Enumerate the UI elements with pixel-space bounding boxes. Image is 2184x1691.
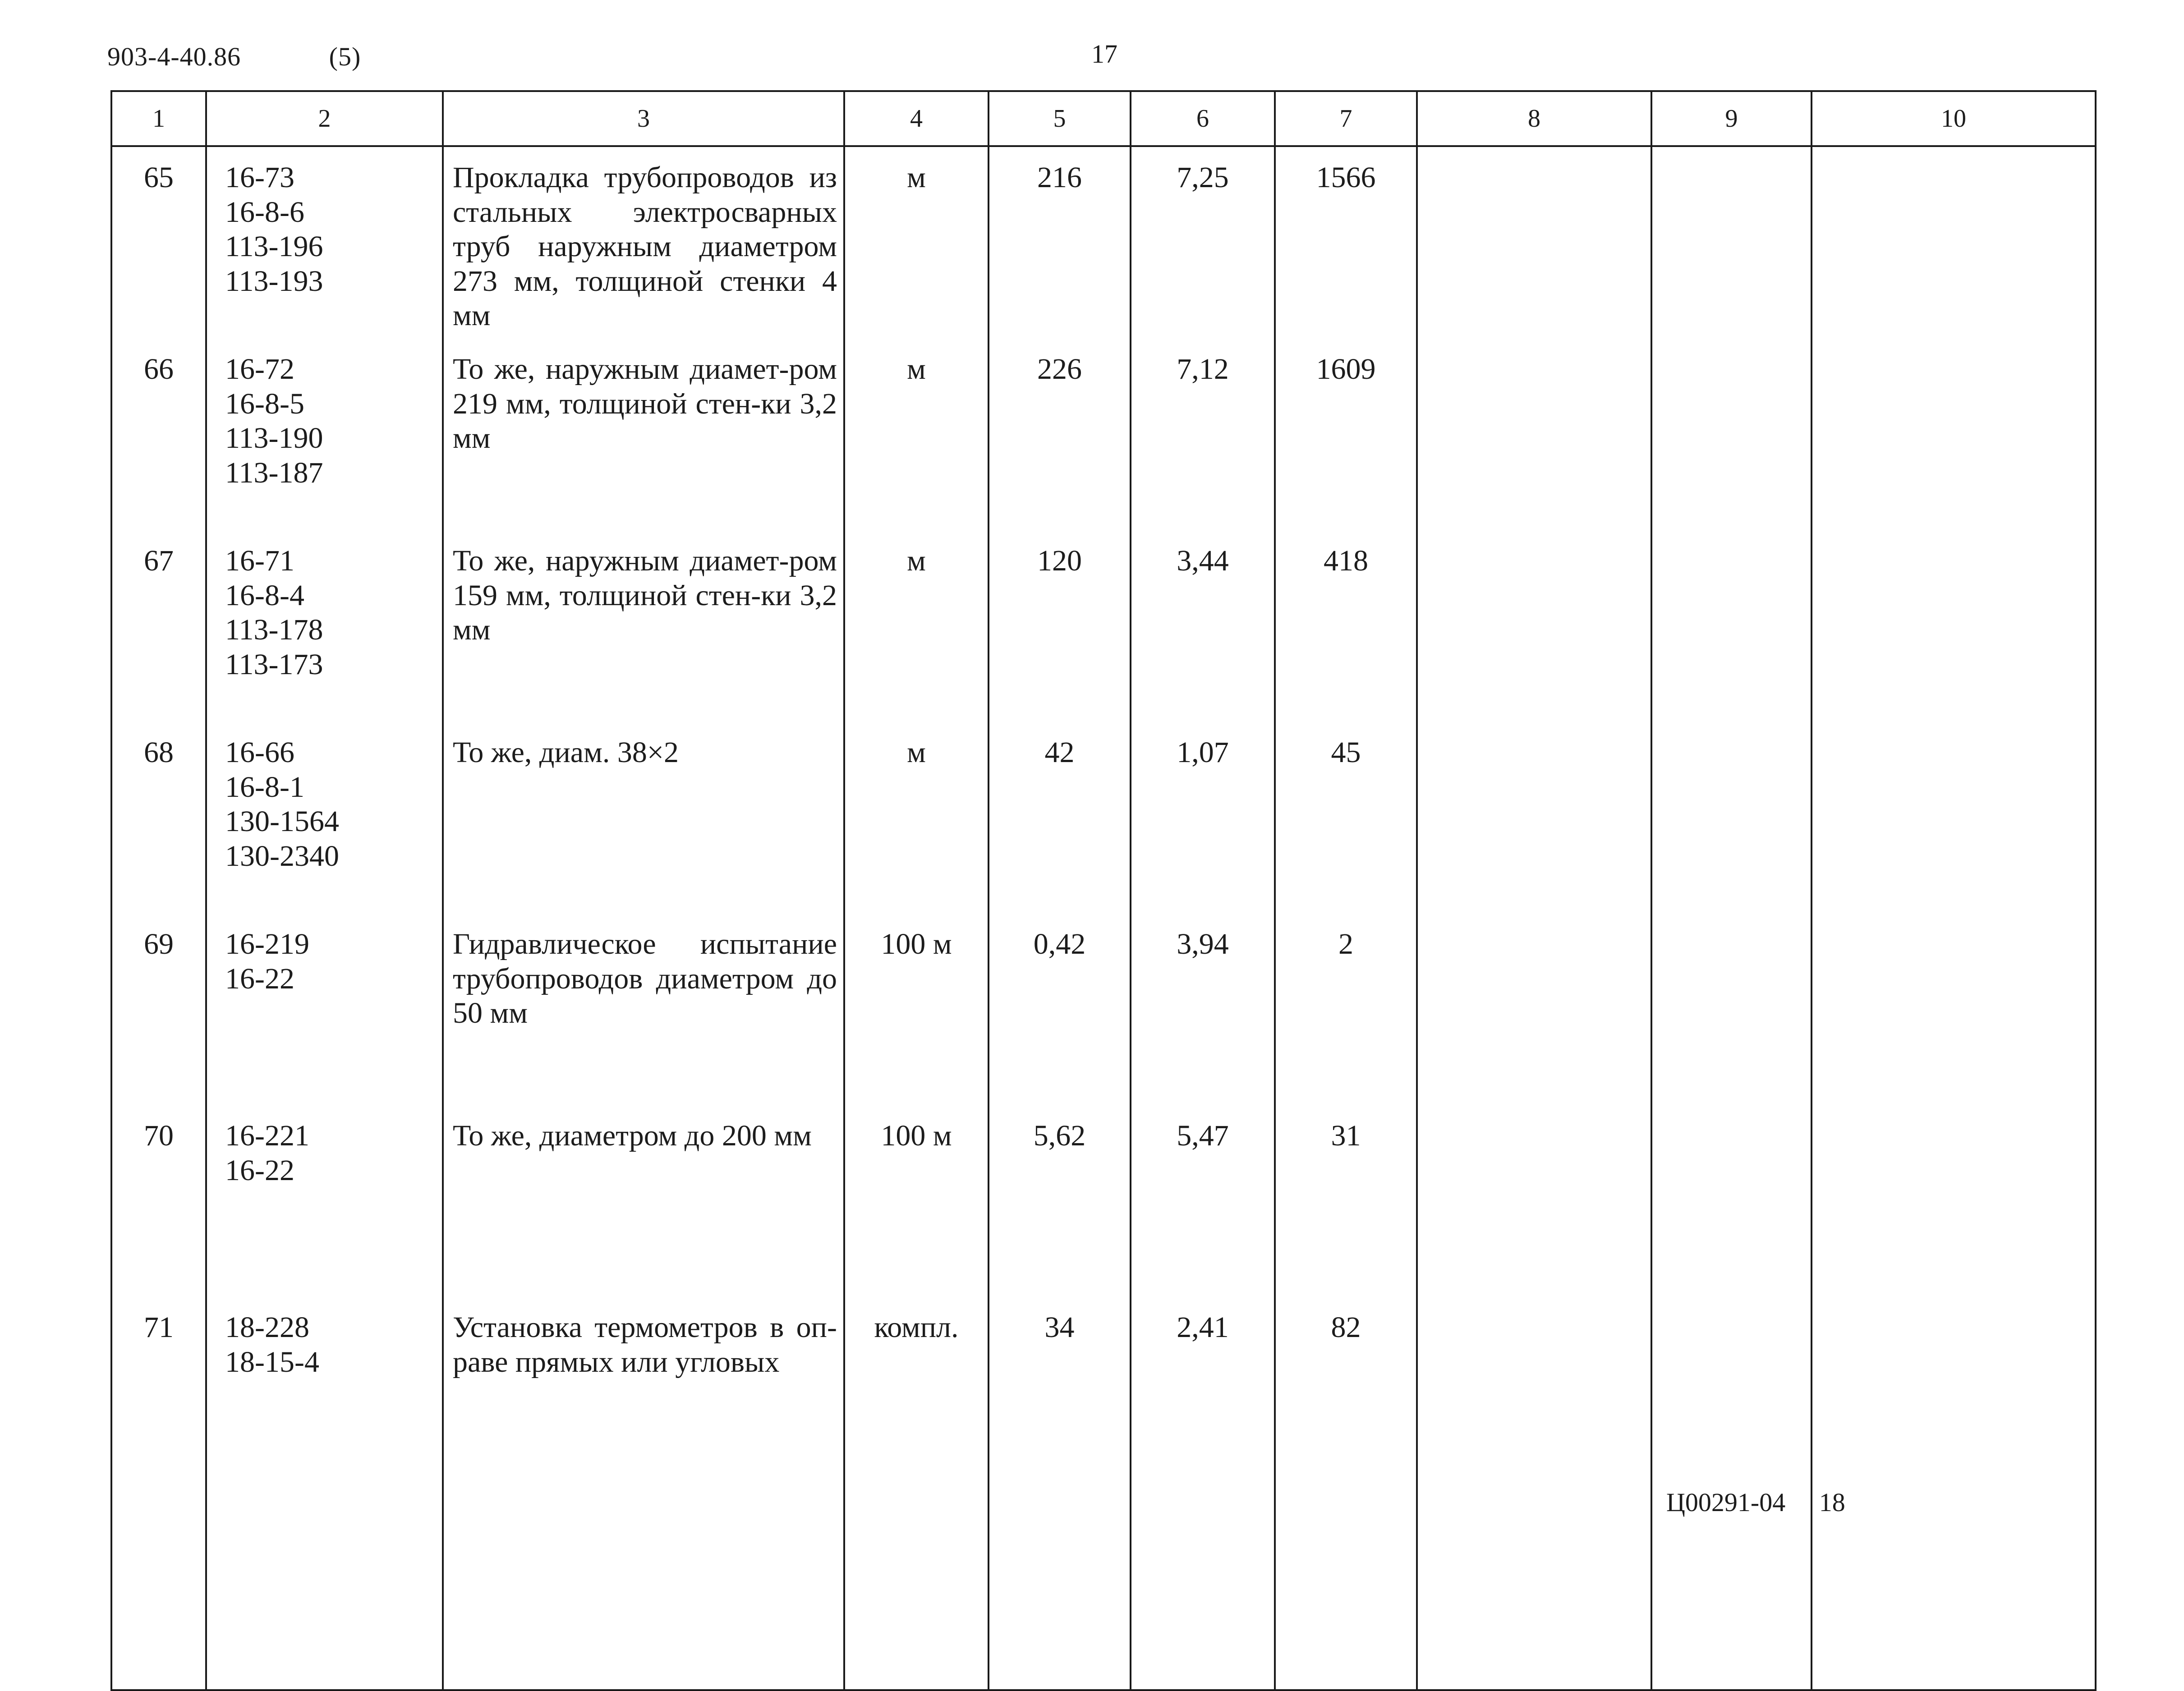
empty-cell — [1812, 1297, 2096, 1690]
rate-code: 113-196 — [225, 230, 323, 263]
empty-cell — [1651, 722, 1812, 914]
unit-cost: 1,07 — [1131, 722, 1275, 914]
rate-codes — [206, 339, 443, 530]
column-header: 3 — [443, 91, 844, 146]
estimate-table — [110, 90, 2097, 1691]
rate-code: 18-15-4 — [225, 1345, 319, 1379]
table-row — [111, 146, 2096, 339]
rate-codes — [206, 530, 443, 722]
column-header: 9 — [1651, 91, 1812, 146]
document-header — [107, 41, 361, 72]
document-variant: (5) — [329, 42, 361, 71]
empty-cell — [1812, 339, 2096, 530]
rate-code: 113-193 — [225, 264, 323, 298]
rate-code: 113-173 — [225, 648, 323, 681]
row-number: 67 — [111, 530, 206, 722]
total-cost: 1609 — [1275, 339, 1417, 530]
document-footer — [1666, 1487, 1845, 1517]
unit-cost: 2,41 — [1131, 1297, 1275, 1690]
rate-codes — [206, 1297, 443, 1690]
rate-code: 16-22 — [225, 962, 294, 995]
row-number: 68 — [111, 722, 206, 914]
empty-cell — [1651, 339, 1812, 530]
empty-cell — [1417, 146, 1651, 339]
rate-code: 16-71 — [225, 544, 294, 577]
document-code: 903-4-40.86 — [107, 42, 241, 71]
quantity: 226 — [989, 339, 1131, 530]
rate-codes — [206, 722, 443, 914]
row-number: 71 — [111, 1297, 206, 1690]
empty-cell — [1651, 914, 1812, 1105]
rate-code: 16-8-1 — [225, 770, 304, 804]
empty-cell — [1417, 339, 1651, 530]
total-cost: 2 — [1275, 914, 1417, 1105]
work-description: То же, диам. 38×2 — [443, 722, 844, 914]
column-header-row — [111, 91, 2096, 146]
table-row — [111, 339, 2096, 530]
unit-of-measure: м — [844, 722, 989, 914]
unit-cost: 3,94 — [1131, 914, 1275, 1105]
rate-code: 16-73 — [225, 161, 294, 194]
row-number: 69 — [111, 914, 206, 1105]
column-header: 2 — [206, 91, 443, 146]
work-description: Гидравлическое испытание трубопроводов диаметром до 50 мм — [443, 914, 844, 1105]
empty-cell — [1651, 530, 1812, 722]
work-description: Установка термометров в оп-раве прямых или угловых — [443, 1297, 844, 1690]
rate-code: 130-1564 — [225, 805, 339, 838]
total-cost: 418 — [1275, 530, 1417, 722]
empty-cell — [1812, 1105, 2096, 1297]
unit-of-measure: м — [844, 339, 989, 530]
rate-code: 113-187 — [225, 456, 323, 489]
footer-code: Ц00291-04 — [1666, 1488, 1786, 1517]
empty-cell — [1651, 1105, 1812, 1297]
empty-cell — [1417, 1105, 1651, 1297]
page-number: 17 — [1091, 39, 1117, 69]
rate-code: 18-228 — [225, 1311, 309, 1344]
total-cost: 1566 — [1275, 146, 1417, 339]
quantity: 0,42 — [989, 914, 1131, 1105]
total-cost: 31 — [1275, 1105, 1417, 1297]
rate-codes — [206, 146, 443, 339]
unit-of-measure: м — [844, 530, 989, 722]
rate-code: 130-2340 — [225, 839, 339, 873]
rate-code: 16-72 — [225, 353, 294, 386]
footer-sheet-number: 18 — [1819, 1488, 1845, 1517]
table-row — [111, 914, 2096, 1105]
table-row — [111, 1105, 2096, 1297]
rate-code: 16-8-4 — [225, 579, 304, 612]
row-number: 66 — [111, 339, 206, 530]
unit-of-measure: 100 м — [844, 914, 989, 1105]
empty-cell — [1417, 722, 1651, 914]
rate-code: 16-22 — [225, 1153, 294, 1187]
work-description: То же, диаметром до 200 мм — [443, 1105, 844, 1297]
unit-cost: 3,44 — [1131, 530, 1275, 722]
unit-of-measure: 100 м — [844, 1105, 989, 1297]
column-header: 4 — [844, 91, 989, 146]
empty-cell — [1812, 722, 2096, 914]
unit-cost: 7,25 — [1131, 146, 1275, 339]
unit-cost: 7,12 — [1131, 339, 1275, 530]
column-header: 6 — [1131, 91, 1275, 146]
rate-codes — [206, 1105, 443, 1297]
empty-cell — [1651, 146, 1812, 339]
quantity: 5,62 — [989, 1105, 1131, 1297]
empty-cell — [1417, 530, 1651, 722]
row-number: 70 — [111, 1105, 206, 1297]
empty-cell — [1417, 1297, 1651, 1690]
work-description: То же, наружным диамет-ром 159 мм, толщиной стен-ки 3,2 мм — [443, 530, 844, 722]
rate-code: 113-178 — [225, 613, 323, 647]
rate-code: 16-219 — [225, 928, 309, 960]
column-header: 10 — [1812, 91, 2096, 146]
empty-cell — [1417, 914, 1651, 1105]
rate-code: 16-8-6 — [225, 195, 304, 229]
rate-code: 16-8-5 — [225, 387, 304, 420]
table-row — [111, 530, 2096, 722]
total-cost: 82 — [1275, 1297, 1417, 1690]
total-cost: 45 — [1275, 722, 1417, 914]
work-description: Прокладка трубопроводов из стальных электросварных труб наружным диаметром 273 мм, толщиной стенки 4 мм — [443, 146, 844, 339]
empty-cell — [1812, 146, 2096, 339]
rate-codes — [206, 914, 443, 1105]
table-row — [111, 722, 2096, 914]
column-header: 8 — [1417, 91, 1651, 146]
work-description: То же, наружным диамет-ром 219 мм, толщиной стен-ки 3,2 мм — [443, 339, 844, 530]
quantity: 42 — [989, 722, 1131, 914]
row-number: 65 — [111, 146, 206, 339]
quantity: 120 — [989, 530, 1131, 722]
rate-code: 113-190 — [225, 422, 323, 455]
rate-code: 16-221 — [225, 1119, 309, 1152]
empty-cell — [1812, 530, 2096, 722]
column-header: 1 — [111, 91, 206, 146]
quantity: 216 — [989, 146, 1131, 339]
column-header: 5 — [989, 91, 1131, 146]
unit-of-measure: компл. — [844, 1297, 989, 1690]
empty-cell — [1812, 914, 2096, 1105]
unit-of-measure: м — [844, 146, 989, 339]
unit-cost: 5,47 — [1131, 1105, 1275, 1297]
rate-code: 16-66 — [225, 736, 294, 769]
quantity: 34 — [989, 1297, 1131, 1690]
column-header: 7 — [1275, 91, 1417, 146]
